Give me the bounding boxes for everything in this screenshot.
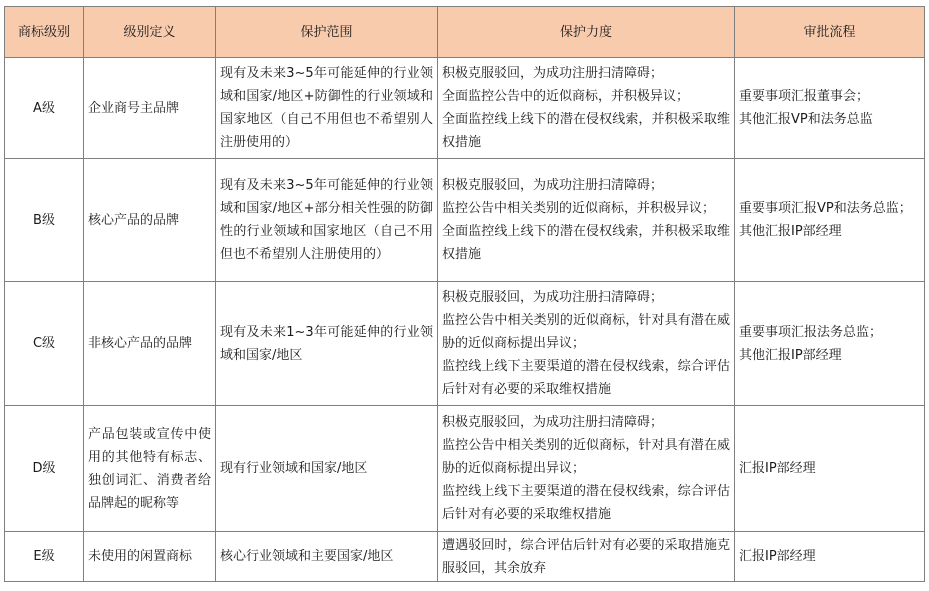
- table-row: [5, 159, 925, 282]
- strength-line: 监控线上线下主要渠道的潜在侵权线索，综合评估后针对有必要的采取维权措施: [442, 484, 730, 522]
- definition-cell: 企业商号主品牌: [84, 58, 216, 159]
- strength-line: 全面监控线上线下的潜在侵权线索，并积极采取维权措施: [442, 112, 730, 150]
- trademark-level-table: [4, 6, 925, 582]
- level-cell: A级: [5, 58, 84, 159]
- strength-line: 监控公告中相关类别的近似商标，针对具有潜在威胁的近似商标提出异议；: [442, 313, 730, 351]
- definition-cell: 产品包装或宣传中使用的其他特有标志、独创词汇、消费者给品牌起的昵称等: [84, 406, 216, 532]
- scope-cell: 核心行业领域和主要国家/地区: [216, 532, 438, 582]
- strength-line: 遭遇驳回时，综合评估后针对有必要的采取措施克服驳回，其余放弃: [442, 537, 730, 576]
- header-strength: 保护力度: [438, 7, 735, 58]
- approval-cell: [735, 406, 925, 532]
- level-cell: B级: [5, 159, 84, 282]
- approval-line: 重要事项汇报VP和法务总监；: [739, 201, 912, 216]
- table-row: [5, 532, 925, 582]
- approval-line: 重要事项汇报董事会；: [739, 89, 870, 104]
- header-level: 商标级别: [5, 7, 84, 58]
- approval-line: 其他汇报VP和法务总监: [739, 112, 873, 127]
- scope-cell: 现有及未来1~3年可能延伸的行业领域和国家/地区: [216, 282, 438, 406]
- level-cell: C级: [5, 282, 84, 406]
- definition-cell: 核心产品的品牌: [84, 159, 216, 282]
- strength-line: 积极克服驳回，为成功注册扫清障碍；: [442, 290, 664, 305]
- strength-line: 积极克服驳回，为成功注册扫清障碍；: [442, 178, 664, 193]
- strength-cell: [438, 532, 735, 582]
- header-approval: 审批流程: [735, 7, 925, 58]
- table-header-row: [5, 7, 925, 58]
- strength-line: 全面监控公告中的近似商标，并积极异议；: [442, 89, 690, 104]
- strength-line: 积极克服驳回，为成功注册扫清障碍；: [442, 415, 664, 430]
- strength-cell: [438, 282, 735, 406]
- strength-cell: [438, 406, 735, 532]
- strength-line: 监控公告中相关类别的近似商标，针对具有潜在威胁的近似商标提出异议；: [442, 438, 730, 476]
- table-row: [5, 282, 925, 406]
- header-scope: 保护范围: [216, 7, 438, 58]
- table-row: [5, 58, 925, 159]
- approval-line: 其他汇报IP部经理: [739, 224, 842, 239]
- approval-cell: [735, 159, 925, 282]
- approval-line: 其他汇报IP部经理: [739, 347, 842, 363]
- level-cell: E级: [5, 532, 84, 582]
- approval-cell: [735, 58, 925, 159]
- header-definition: 级别定义: [84, 7, 216, 58]
- strength-cell: [438, 159, 735, 282]
- approval-line: 汇报IP部经理: [739, 461, 816, 476]
- scope-cell: 现有及未来3~5年可能延伸的行业领域和国家/地区+部分相关性强的防御性的行业领域和国家地区（自己不用但也不希望别人注册使用的）: [216, 159, 438, 282]
- strength-line: 监控公告中相关类别的近似商标，并积极异议；: [442, 201, 716, 216]
- approval-line: 重要事项汇报法务总监；: [739, 324, 883, 340]
- definition-cell: 未使用的闲置商标: [84, 532, 216, 582]
- approval-cell: [735, 532, 925, 582]
- scope-cell: 现有及未来3~5年可能延伸的行业领域和国家/地区+防御性的行业领域和国家地区（自己不用但也不希望别人注册使用的）: [216, 58, 438, 159]
- strength-line: 积极克服驳回，为成功注册扫清障碍；: [442, 66, 664, 81]
- table-row: [5, 406, 925, 532]
- definition-cell: 非核心产品的品牌: [84, 282, 216, 406]
- strength-line: 全面监控线上线下的潜在侵权线索，并积极采取维权措施: [442, 224, 730, 262]
- strength-cell: [438, 58, 735, 159]
- approval-cell: [735, 282, 925, 406]
- approval-line: 汇报IP部经理: [739, 549, 816, 564]
- level-cell: D级: [5, 406, 84, 532]
- strength-line: 监控线上线下主要渠道的潜在侵权线索，综合评估后针对有必要的采取维权措施: [442, 359, 730, 397]
- scope-cell: 现有行业领域和国家/地区: [216, 406, 438, 532]
